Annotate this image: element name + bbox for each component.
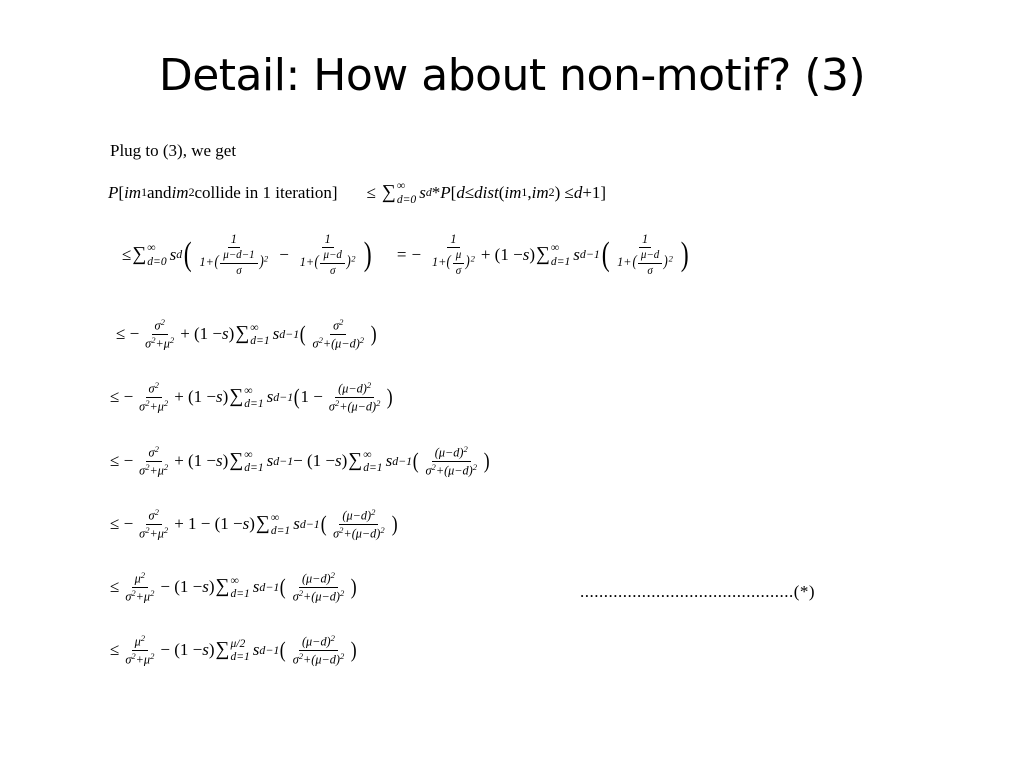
equation-reference-note: .............................................(*) — [580, 582, 816, 601]
equation-line-3: ≤ − $\frac{\sigma^2}{\sigma^2+\mu^2}$ + (1 − s ) ∑ ∞ d=1 s d−1 ( $\frac{\sigma^2}{\sigma^2+(\mu-d)^2}$ ) — [116, 317, 377, 351]
slide-title: Detail: How about non-motif? (3) — [158, 50, 866, 101]
equation-line-8: ≤ $\frac{\mu^2}{\sigma^2+\mu^2}$ − (1 − s ) ∑ μ/2 d=1 s d−1 ( $\frac{(\mu-d)^2}{\sigma^2+(\mu-d)^2}$ ) — [110, 633, 357, 667]
equation-line-5: ≤ − $\frac{\sigma^2}{\sigma^2+\mu^2}$ + (1 − s ) ∑ ∞ d=1 s d−1 − (1 − s ) ∑ ∞ d=1 s d−1 ( $\frac{(\mu-d)^2}{\sigma^2+(\mu-d)^2}$ ) — [110, 444, 490, 478]
intro-text: Plug to (3), we get — [110, 141, 237, 160]
equation-line-6: ≤ − $\frac{\sigma^2}{\sigma^2+\mu^2}$ + 1 − (1 − s ) ∑ ∞ d=1 s d−1 ( $\frac{(\mu-d)^2}{\sigma^2+(\mu-d)^2}$ ) — [110, 507, 398, 541]
equation-line-7: ≤ $\frac{\mu^2}{\sigma^2+\mu^2}$ − (1 − s ) ∑ ∞ d=1 s d−1 ( $\frac{(\mu-d)^2}{\sigma^2+(\mu-d)^2}$ ) — [110, 570, 357, 604]
equation-line-2: ≤ ∑ ∞ d=0 s d ( 1 1+( $\frac{\mu-d-1}{\sigma}$ )$^2$ − 1 1+( $\frac{\mu-d}{\sigma}$ )$^2$ ) = − 1 1+( $\frac{\mu}{\sigma}$ )$^2$ + (1 − s ) ∑ ∞ d=1 s d−1 ( 1 1+( $\frac{\mu-d}{\sigma}$ )$^2$ ) — [122, 232, 689, 277]
equation-line-4: ≤ − $\frac{\sigma^2}{\sigma^2+\mu^2}$ + (1 − s ) ∑ ∞ d=1 s d−1 ( 1 − $\frac{(\mu-d)^2}{\sigma^2+(\mu-d)^2}$ ) — [110, 380, 394, 414]
equation-line-1: P [ im 1 and im 2 collide in 1 iteration] ≤ ∑ ∞ d=0 s d * P [ d ≤ dist ( im 1 , im 2 ) ≤ d +1] — [108, 179, 607, 206]
